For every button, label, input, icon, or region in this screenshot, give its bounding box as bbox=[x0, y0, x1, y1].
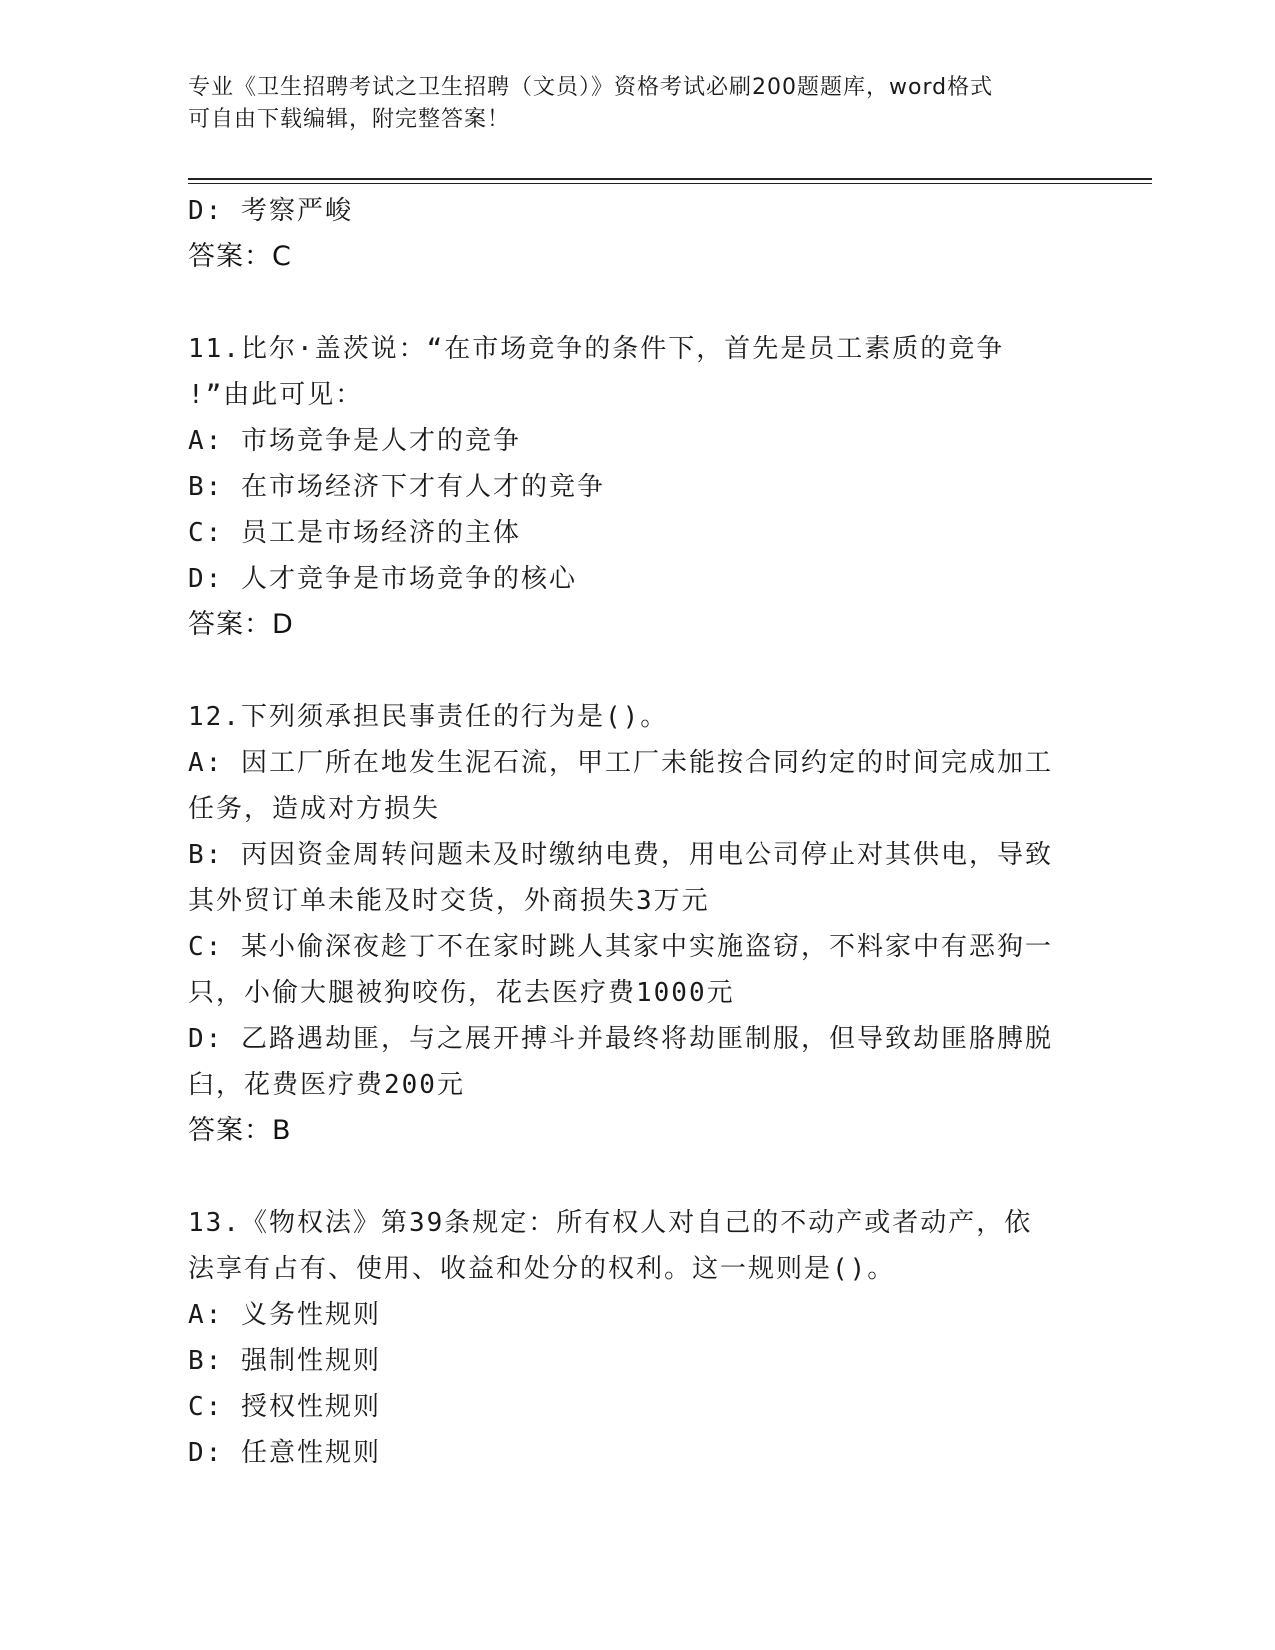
answer-line: 答案：D bbox=[188, 609, 294, 640]
question-12 bbox=[188, 694, 1078, 1154]
header-divider-thin bbox=[188, 183, 1152, 184]
option-a: A: 义务性规则 bbox=[188, 1300, 381, 1330]
option-c-line-2: 只，小偷大腿被狗咬伤，花去医疗费1000元 bbox=[188, 978, 735, 1008]
option-d-line-1: D: 乙路遇劫匪，与之展开搏斗并最终将劫匪制服，但导致劫匪胳膊脱 bbox=[188, 1024, 1053, 1054]
question-text-line: 12.下列须承担民事责任的行为是()。 bbox=[188, 702, 669, 732]
option-d: D: 人才竞争是市场竞争的核心 bbox=[188, 564, 577, 594]
question-text-line: 法享有占有、使用、收益和处分的权利。这一规则是()。 bbox=[188, 1254, 896, 1284]
option-d: D: 考察严峻 bbox=[188, 196, 353, 226]
question-text-line: !”由此可见： bbox=[188, 380, 364, 410]
previous-question-tail bbox=[188, 188, 1078, 280]
option-c: C: 员工是市场经济的主体 bbox=[188, 518, 521, 548]
document-header bbox=[188, 72, 1088, 136]
answer-line: 答案：C bbox=[188, 241, 292, 272]
header-divider-thick bbox=[188, 178, 1152, 180]
document-body bbox=[188, 188, 1078, 1476]
option-d: D: 任意性规则 bbox=[188, 1438, 381, 1468]
option-d-line-2: 臼，花费医疗费200元 bbox=[188, 1070, 465, 1100]
header-line-2: 可自由下载编辑，附完整答案！ bbox=[188, 107, 511, 132]
option-a: A: 市场竞争是人才的竞争 bbox=[188, 426, 521, 456]
header-line-1: 专业《卫生招聘考试之卫生招聘（文员）》资格考试必刷200题题库，word格式 bbox=[188, 75, 994, 100]
option-a-line-1: A: 因工厂所在地发生泥石流，甲工厂未能按合同约定的时间完成加工 bbox=[188, 748, 1053, 778]
option-c-line-1: C: 某小偷深夜趁丁不在家时跳人其家中实施盗窃，不料家中有恶狗一 bbox=[188, 932, 1053, 962]
question-text-line: 13.《物权法》第39条规定：所有权人对自己的不动产或者动产，依 bbox=[188, 1208, 1033, 1238]
option-b: B: 在市场经济下才有人才的竞争 bbox=[188, 472, 605, 502]
option-b-line-1: B: 丙因资金周转问题未及时缴纳电费，用电公司停止对其供电，导致 bbox=[188, 840, 1053, 870]
option-a-line-2: 任务，造成对方损失 bbox=[188, 794, 441, 824]
option-b: B: 强制性规则 bbox=[188, 1346, 381, 1376]
option-b-line-2: 其外贸订单未能及时交货，外商损失3万元 bbox=[188, 886, 710, 916]
question-text-line: 11.比尔·盖茨说：“在市场竞争的条件下，首先是员工素质的竞争 bbox=[188, 334, 1005, 364]
question-13 bbox=[188, 1200, 1078, 1476]
question-11 bbox=[188, 326, 1078, 648]
answer-line: 答案：B bbox=[188, 1115, 292, 1146]
option-c: C: 授权性规则 bbox=[188, 1392, 381, 1422]
